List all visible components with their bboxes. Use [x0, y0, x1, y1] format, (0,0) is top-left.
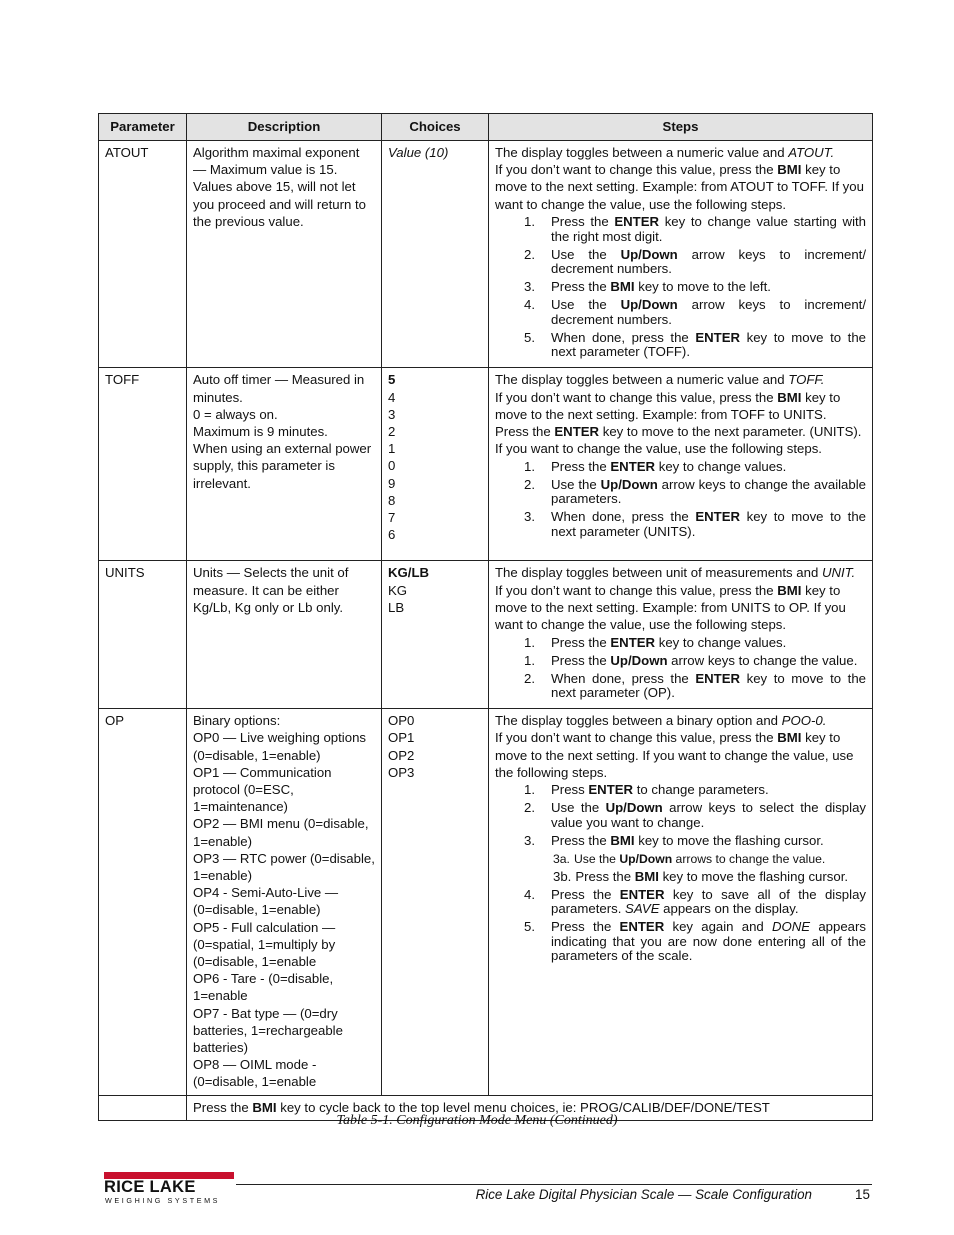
substep-item: 3b. Press the BMI key to move the flashing cursor. — [553, 868, 849, 884]
step-item: 3. Press the BMI key to move the flashing cursor. — [524, 832, 824, 848]
steps-intro: The display toggles between a numeric value and TOFF. — [495, 372, 825, 388]
step-item: 1. Press the ENTER key to change value starting with the right most digit. — [524, 214, 866, 244]
choice-item: KG — [388, 582, 408, 598]
step-item: 2. Use the Up/Down arrow keys to select the display value you want to change. — [524, 800, 866, 830]
step-item: 3. Press the BMI key to move to the left. — [524, 279, 771, 295]
step-item: 1. Press the ENTER key to change values. — [524, 458, 787, 474]
description-line: Maximum is 9 minutes. — [193, 423, 328, 439]
description-line: Auto off timer — Measured in minutes. — [193, 372, 365, 405]
choices-cell — [382, 368, 489, 561]
description-line: OP3 — RTC power (0=disable, 1=enable) — [193, 850, 375, 883]
description-cell — [187, 368, 382, 561]
step-item: 4. Use the Up/Down arrow keys to increment/ decrement numbers. — [524, 297, 866, 327]
choice-item: 2 — [388, 423, 396, 439]
table-row-units — [99, 561, 873, 709]
table-caption: Table 5-1. Configuration Mode Menu (Continued) — [336, 1113, 618, 1128]
footer-title: Rice Lake Digital Physician Scale — Scale Configuration — [475, 1187, 812, 1202]
steps-intro: If you don’t want to change this value, press the BMI key to move to the next setting. Example: from ATOUT to TOFF. If you want to change the value, use the following steps. — [495, 162, 864, 212]
step-item: 3. When done, press the ENTER key to move to the next parameter (UNITS). — [524, 509, 866, 539]
steps-intro: If you don’t want to change this value, press the BMI key to move to the next setting. If you want to change the value, use the following steps. — [495, 730, 854, 780]
description-line: OP8 — OIML mode - (0=disable, 1=enable — [193, 1057, 317, 1090]
param-cell: TOFF — [99, 368, 187, 561]
substep-item: 3a. Use the Up/Down arrows to change the value. — [553, 851, 826, 866]
step-item: 4. Press the ENTER key to save all of the display parameters. SAVE appears on the display. — [524, 886, 866, 917]
description-line: When using an external power supply, this parameter is irrelevant. — [193, 441, 372, 491]
steps-cell — [489, 561, 873, 709]
logo-wordmark: RICE LAKE — [104, 1178, 196, 1196]
steps-intro: The display toggles between a numeric value and ATOUT. — [495, 145, 835, 160]
header-choices: Choices — [382, 114, 489, 141]
steps-intro: Press the ENTER key to move to the next parameter. (UNITS). — [495, 423, 862, 439]
description-cell — [187, 141, 382, 368]
param-cell: OP — [99, 709, 187, 1095]
header-steps: Steps — [489, 114, 873, 141]
step-item: 2. Use the Up/Down arrow keys to increment/ decrement numbers. — [524, 246, 866, 277]
description-line: 0 = always on. — [193, 406, 278, 422]
logo-subtitle: WEIGHING SYSTEMS — [105, 1196, 221, 1205]
step-item: 5. Press the ENTER key again and DONE appears indicating that you are now done entering all of the parameters of the scale. — [524, 919, 867, 964]
choice-item: OP3 — [388, 764, 415, 780]
footer-divider — [236, 1184, 872, 1185]
step-item: 2. When done, press the ENTER key to move to the next parameter (OP). — [524, 670, 866, 701]
description-line: OP1 — Communication protocol (0=ESC, 1=maintenance) — [193, 764, 332, 815]
table-row-op — [99, 709, 873, 1095]
choice-default: KG/LB — [388, 565, 430, 581]
description-line: OP7 - Bat type — (0=dry batteries, 1=rechargeable batteries) — [193, 1005, 343, 1055]
step-list — [495, 636, 866, 701]
step-item: 1. Press the ENTER key to change values. — [524, 634, 787, 650]
choice-item: 4 — [388, 389, 396, 405]
choice-item: 6 — [388, 527, 396, 543]
choice-item: OP2 — [388, 747, 415, 763]
table-row-atout — [99, 141, 873, 368]
steps-intro: If you don’t want to change this value, press the BMI key to move to the next setting. Example: from TOFF to UNITS. — [495, 389, 841, 422]
step-item: 1. Press the Up/Down arrow keys to change the value. — [524, 652, 858, 668]
step-list — [495, 460, 866, 540]
choice-item: OP1 — [388, 730, 415, 746]
table-header-row — [99, 114, 873, 141]
description-line: OP2 — BMI menu (0=disable, 1=enable) — [193, 816, 369, 849]
step-list — [495, 215, 866, 360]
param-cell: UNITS — [99, 561, 187, 709]
description-line: Units — Selects the unit of measure. It can be either Kg/Lb, Kg only or Lb only. — [193, 565, 349, 615]
table-row-toff — [99, 368, 873, 561]
description-line: OP4 - Semi-Auto-Live — (0=disable, 1=enable) — [193, 885, 339, 918]
choice-default: 5 — [388, 372, 396, 388]
description-cell — [187, 709, 382, 1095]
param-cell: ATOUT — [99, 141, 187, 368]
configuration-table — [98, 113, 873, 1121]
choice-item: 1 — [388, 441, 396, 457]
choice-item: LB — [388, 599, 405, 615]
header-parameter: Parameter — [99, 114, 187, 141]
description-line: OP5 - Full calculation — (0=spatial, 1=multiply by (0=disable, 1=enable — [193, 919, 336, 969]
steps-intro: The display toggles between unit of measurements and UNIT. — [495, 565, 856, 581]
step-item: 2. Use the Up/Down arrow keys to change the available parameters. — [524, 476, 866, 507]
choices-cell — [382, 709, 489, 1095]
step-item: 5. When done, press the ENTER key to move to the next parameter (TOFF). — [524, 329, 866, 360]
description-line: Binary options: — [193, 713, 281, 729]
steps-cell — [489, 141, 873, 368]
choice-item: OP0 — [388, 713, 415, 729]
choices-cell: Value (10) — [382, 141, 489, 368]
choices-cell — [382, 561, 489, 709]
steps-intro: The display toggles between a binary option and POO-0. — [495, 713, 827, 729]
choice-item: 7 — [388, 509, 396, 525]
steps-cell — [489, 368, 873, 561]
description-line: Algorithm maximal exponent — Maximum value is 15. Values above 15, will not let you proceed and will return to the previous value. — [193, 145, 367, 229]
description-cell — [187, 561, 382, 709]
header-description: Description — [187, 114, 382, 141]
choice-item: 0 — [388, 458, 396, 474]
step-list — [495, 783, 866, 964]
steps-intro: If you don’t want to change this value, press the BMI key to move to the next setting. Example: from UNITS to OP. If you want to change the value, use the following steps. — [495, 582, 846, 632]
final-note-cell: Press the BMI key to cycle back to the top level menu choices, ie: PROG/CALIB/DEF/DONE/TEST — [187, 1095, 873, 1120]
steps-cell — [489, 709, 873, 1095]
choice-item: 9 — [388, 475, 396, 491]
description-line: OP0 — Live weighing options (0=disable, 1=enable) — [193, 730, 367, 763]
choice-item: 8 — [388, 492, 396, 508]
description-line: OP6 - Tare - (0=disable, 1=enable — [193, 971, 334, 1004]
steps-intro: If you want to change the value, use the following steps. — [495, 441, 822, 457]
rice-lake-logo — [104, 1172, 236, 1206]
choice-item: 3 — [388, 406, 396, 422]
step-item: 1. Press ENTER to change parameters. — [524, 782, 769, 798]
page-number: 15 — [855, 1187, 870, 1202]
